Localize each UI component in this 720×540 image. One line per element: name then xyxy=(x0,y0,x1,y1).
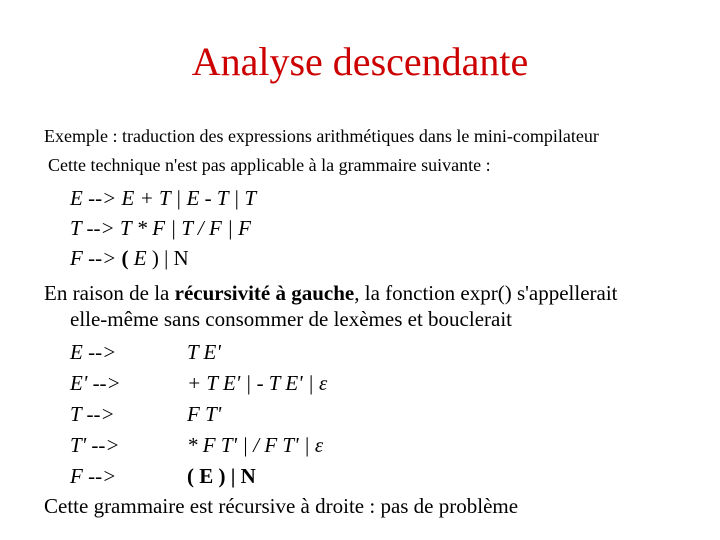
rule-f-rhs-e: E xyxy=(133,246,147,270)
rule-t-rhs: T * F | T / F | F xyxy=(119,216,251,240)
slide-title: Analyse descendante xyxy=(191,39,529,84)
paragraph-line-2: elle-même sans consommer de lexèmes et bouclerait xyxy=(70,307,512,331)
g2-row-4-rhs: * F T' | / F T' | ε xyxy=(187,433,324,457)
g2-row-5-rhs: ( E ) | N xyxy=(187,464,256,488)
rule-t-lhs: T --> xyxy=(70,216,115,240)
g2-row-1-lhs: E --> xyxy=(70,340,117,364)
rule-e-lhs: E --> xyxy=(70,186,117,210)
g2-row-5-lhs: F --> xyxy=(70,464,117,488)
g2-row-2-lhs: E' --> xyxy=(70,371,121,395)
rule-f-rhs-close: ) | N xyxy=(146,246,189,270)
rule-f-rhs-open: ( xyxy=(121,246,134,270)
rule-e-rhs: E + T | E - T | T xyxy=(121,186,257,210)
grammar-rule-f xyxy=(70,246,189,271)
paragraph-part-1: En raison de la xyxy=(44,281,175,305)
g2-row-1-rhs: T E' xyxy=(187,340,221,364)
conclusion-text: Cette grammaire est récursive à droite : pas de problème xyxy=(44,494,519,518)
intro-line-2: Cette technique n'est pas applicable à la grammaire suivante : xyxy=(48,155,491,175)
g2-row-2-rhs: + T E' | - T E' | ε xyxy=(187,371,328,395)
g2-row-4-lhs: T' --> xyxy=(70,433,120,457)
paragraph-line-1 xyxy=(44,281,618,306)
grammar-rule-e xyxy=(70,186,256,211)
paragraph-part-2: , la fonction expr() s'appellerait xyxy=(354,281,618,305)
g2-row-3-rhs: F T' xyxy=(187,402,222,426)
rule-f-lhs: F --> xyxy=(70,246,117,270)
paragraph-emphasis: récursivité à gauche xyxy=(174,281,355,305)
grammar-rule-t xyxy=(70,216,251,241)
intro-line-1: Exemple : traduction des expressions arithmétiques dans le mini-compilateur xyxy=(44,126,599,146)
g2-row-3-lhs: T --> xyxy=(70,402,115,426)
